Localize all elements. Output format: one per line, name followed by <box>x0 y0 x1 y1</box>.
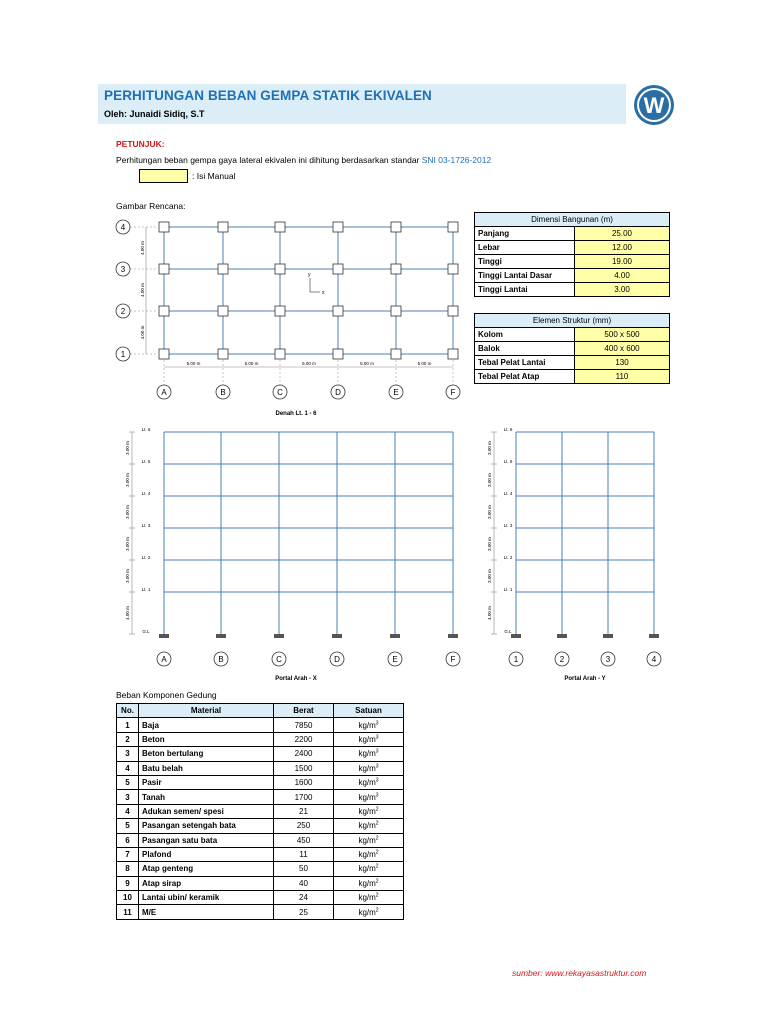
cell-material: Lantai ubin/ keramik <box>139 891 274 905</box>
col-header-berat: Berat <box>274 704 334 718</box>
table-row <box>117 847 404 861</box>
hint-text <box>116 155 491 165</box>
unit-exponent: 3 <box>375 719 379 726</box>
cell-material: Atap genteng <box>139 862 274 876</box>
level-label: Lt. 6 <box>503 427 513 432</box>
column-square <box>448 306 458 316</box>
cell-satuan <box>334 747 404 761</box>
col-spacing-label: 5.00 m <box>302 361 316 366</box>
element-table-header: Elemen Struktur (mm) <box>475 314 670 328</box>
unit-text: kg/m <box>358 778 376 788</box>
unit-exponent: 3 <box>375 748 379 755</box>
level-label: Lt. 1 <box>503 587 513 592</box>
grid-label-col: E <box>393 388 399 397</box>
dim-label: Tinggi Lantai Dasar <box>475 269 575 283</box>
cell-no: 11 <box>117 905 139 919</box>
column-square <box>448 349 458 359</box>
table-row <box>117 732 404 746</box>
grid-label-col: 4 <box>651 655 657 664</box>
cell-material: Tanah <box>139 790 274 804</box>
column-square <box>333 264 343 274</box>
column-square <box>218 349 228 359</box>
cell-berat: 25 <box>274 905 334 919</box>
grid-label-col: A <box>161 388 167 397</box>
level-label: Lt. 1 <box>141 587 151 592</box>
cell-no: 8 <box>117 862 139 876</box>
story-height-label: 4.00 m <box>487 606 492 620</box>
table-row <box>117 833 404 847</box>
level-label: Lt. 2 <box>503 555 513 560</box>
plan-caption: Denah Lt. 1 - 6 <box>275 411 317 417</box>
col-spacing-label: 5.00 m <box>360 361 374 366</box>
wordpress-icon <box>632 84 676 126</box>
support-base <box>649 634 659 638</box>
cell-no: 4 <box>117 804 139 818</box>
cell-material: Pasangan setengah bata <box>139 819 274 833</box>
dim-value-input[interactable]: 19.00 <box>575 255 670 269</box>
cell-no: 4 <box>117 761 139 775</box>
table-row <box>117 747 404 761</box>
grid-label-col: D <box>334 655 340 664</box>
dimension-table-header: Dimensi Bangunan (m) <box>475 213 670 227</box>
dim-value-input[interactable]: 4.00 <box>575 269 670 283</box>
grid-label-col: C <box>277 388 283 397</box>
grid-label-col: B <box>220 388 226 397</box>
col-spacing-label: 5.00 m <box>244 361 259 366</box>
unit-exponent: 2 <box>375 863 379 870</box>
col-spacing-label: 5.00 m <box>186 361 201 366</box>
cell-satuan <box>334 775 404 789</box>
column-square <box>159 264 169 274</box>
column-square <box>391 306 401 316</box>
source-credit: sumber: www.rekayasastruktur.com <box>512 968 647 978</box>
portal-y-drawing <box>474 422 684 686</box>
unit-text: kg/m <box>358 878 376 888</box>
story-height-label: 3.00 m <box>487 569 492 583</box>
cell-no: 6 <box>117 833 139 847</box>
column-square <box>391 264 401 274</box>
table-row <box>117 718 404 732</box>
table-row <box>117 804 404 818</box>
level-label: Lt. 2 <box>141 555 151 560</box>
grid-label-col: E <box>392 655 398 664</box>
level-label: Lt. 5 <box>141 459 151 464</box>
manual-input-legend-swatch <box>139 169 188 183</box>
support-base <box>216 634 226 638</box>
elem-label: Kolom <box>475 328 575 342</box>
grid-label-col: B <box>218 655 224 664</box>
column-square <box>333 306 343 316</box>
grid-label-row: 4 <box>120 223 126 232</box>
level-label: Lt. 3 <box>503 523 513 528</box>
column-square <box>218 306 228 316</box>
cell-satuan <box>334 891 404 905</box>
dim-value-input[interactable]: 12.00 <box>575 241 670 255</box>
story-height-label: 3.00 m <box>487 473 492 487</box>
table-row <box>117 876 404 890</box>
table-row <box>117 905 404 919</box>
column-square <box>391 222 401 232</box>
cell-satuan <box>334 804 404 818</box>
unit-exponent: 2 <box>375 878 379 885</box>
table-row <box>117 775 404 789</box>
cell-satuan <box>334 790 404 804</box>
column-square <box>275 264 285 274</box>
col-header-material: Material <box>139 704 274 718</box>
column-square <box>159 222 169 232</box>
support-base <box>390 634 400 638</box>
cell-berat: 1600 <box>274 775 334 789</box>
grid-label-col: F <box>450 388 456 397</box>
support-base <box>159 634 169 638</box>
element-table <box>474 313 670 384</box>
dim-label: Tinggi <box>475 255 575 269</box>
cell-satuan <box>334 761 404 775</box>
grid-label-col: D <box>335 388 341 397</box>
table-row <box>117 862 404 876</box>
unit-exponent: 2 <box>375 806 379 813</box>
unit-exponent: 2 <box>375 835 379 842</box>
cell-berat: 1700 <box>274 790 334 804</box>
level-label: G.L <box>504 629 512 634</box>
cell-material: Pasir <box>139 775 274 789</box>
cell-material: Atap sirap <box>139 876 274 890</box>
grid-label-col: C <box>276 655 282 664</box>
column-square <box>333 222 343 232</box>
cell-no: 3 <box>117 747 139 761</box>
col-spacing-label: 5.00 m <box>417 361 432 366</box>
column-square <box>275 349 285 359</box>
unit-exponent: 3 <box>375 763 379 770</box>
plan-title: Gambar Rencana: <box>116 201 186 211</box>
cell-satuan <box>334 847 404 861</box>
portal-x-caption: Portal Arah - X <box>275 676 317 682</box>
level-label: Lt. 4 <box>141 491 151 496</box>
column-square <box>448 222 458 232</box>
cell-no: 9 <box>117 876 139 890</box>
unit-text: kg/m <box>358 893 376 903</box>
elem-value-input[interactable]: 500 x 500 <box>575 328 670 342</box>
column-square <box>391 349 401 359</box>
column-square <box>159 306 169 316</box>
column-square <box>218 264 228 274</box>
unit-exponent: 3 <box>375 791 379 798</box>
elem-value-input[interactable]: 110 <box>575 370 670 384</box>
support-base <box>448 634 458 638</box>
elem-value-input[interactable]: 400 x 600 <box>575 342 670 356</box>
cell-satuan <box>334 718 404 732</box>
column-square <box>275 222 285 232</box>
cell-berat: 450 <box>274 833 334 847</box>
story-height-label: 3.00 m <box>487 537 492 551</box>
unit-text: kg/m <box>358 806 376 816</box>
materials-title: Beban Komponen Gedung <box>116 690 217 700</box>
cell-satuan <box>334 862 404 876</box>
cell-material: Baja <box>139 718 274 732</box>
row-spacing-label: 4.00 m <box>140 325 145 340</box>
unit-exponent: 3 <box>375 734 379 741</box>
unit-text: kg/m <box>358 763 376 773</box>
elem-label: Balok <box>475 342 575 356</box>
story-height-label: 3.00 m <box>125 505 130 519</box>
level-label: Lt. 3 <box>141 523 151 528</box>
table-row <box>117 819 404 833</box>
column-square <box>333 349 343 359</box>
cell-berat: 24 <box>274 891 334 905</box>
table-row <box>117 891 404 905</box>
col-header-satuan: Satuan <box>334 704 404 718</box>
grid-label-col: F <box>450 655 456 664</box>
elem-label: Tebal Pelat Atap <box>475 370 575 384</box>
support-base <box>511 634 521 638</box>
column-square <box>218 222 228 232</box>
cell-berat: 40 <box>274 876 334 890</box>
story-height-label: 3.00 m <box>125 537 130 551</box>
svg-text:W: W <box>643 93 665 118</box>
cell-berat: 250 <box>274 819 334 833</box>
unit-text: kg/m <box>358 864 376 874</box>
unit-text: kg/m <box>358 792 376 802</box>
grid-label-col: A <box>161 655 167 664</box>
cell-no: 1 <box>117 718 139 732</box>
cell-no: 3 <box>117 790 139 804</box>
cell-no: 7 <box>117 847 139 861</box>
level-label: Lt. 5 <box>503 459 513 464</box>
dim-value-input[interactable]: 25.00 <box>575 227 670 241</box>
row-spacing-label: 4.00 m <box>140 241 145 255</box>
cell-satuan <box>334 905 404 919</box>
portal-x-drawing <box>108 422 474 686</box>
grid-label-row: 2 <box>120 307 126 316</box>
level-label: G.L <box>142 629 150 634</box>
level-label: Lt. 6 <box>141 427 151 432</box>
support-base <box>603 634 613 638</box>
unit-text: kg/m <box>358 907 376 917</box>
floor-plan-drawing <box>108 212 474 422</box>
standard-link: SNI 03-1726-2012 <box>421 155 492 165</box>
col-header-no: No. <box>117 704 139 718</box>
cell-berat: 50 <box>274 862 334 876</box>
cell-material: Pasangan satu bata <box>139 833 274 847</box>
hint-description: Perhitungan beban gempa gaya lateral ekivalen ini dihitung berdasarkan standar <box>116 155 422 165</box>
cell-satuan <box>334 876 404 890</box>
cell-berat: 1500 <box>274 761 334 775</box>
dim-label: Panjang <box>475 227 575 241</box>
cell-satuan <box>334 819 404 833</box>
story-height-label: 4.00 m <box>125 606 130 620</box>
dim-label: Lebar <box>475 241 575 255</box>
column-square <box>448 264 458 274</box>
cell-material: Adukan semen/ spesi <box>139 804 274 818</box>
unit-text: kg/m <box>358 850 376 860</box>
page-title: PERHITUNGAN BEBAN GEMPA STATIK EKIVALEN <box>104 88 432 103</box>
cell-material: Plafond <box>139 847 274 861</box>
support-base <box>274 634 284 638</box>
cell-no: 10 <box>117 891 139 905</box>
unit-exponent: 2 <box>375 820 379 827</box>
axis-label-y: y <box>308 272 311 278</box>
unit-text: kg/m <box>358 720 376 730</box>
unit-text: kg/m <box>358 821 376 831</box>
column-square <box>159 349 169 359</box>
cell-berat: 21 <box>274 804 334 818</box>
unit-text: kg/m <box>358 734 376 744</box>
hint-label: PETUNJUK: <box>116 139 165 149</box>
axis-label-x: x <box>322 290 325 296</box>
cell-satuan <box>334 732 404 746</box>
unit-exponent: 2 <box>375 849 379 856</box>
dim-value-input[interactable]: 3.00 <box>575 283 670 297</box>
author: Oleh: Junaidi Sidiq, S.T <box>104 109 205 119</box>
story-height-label: 3.00 m <box>125 441 130 455</box>
column-square <box>275 306 285 316</box>
unit-exponent: 2 <box>375 892 379 899</box>
cell-berat: 11 <box>274 847 334 861</box>
cell-berat: 2400 <box>274 747 334 761</box>
support-base <box>557 634 567 638</box>
grid-label-col: 1 <box>513 655 519 664</box>
unit-exponent: 3 <box>375 777 379 784</box>
level-label: Lt. 4 <box>503 491 513 496</box>
portal-y-caption: Portal Arah - Y <box>564 676 606 682</box>
unit-exponent: 2 <box>375 907 379 913</box>
cell-satuan <box>334 833 404 847</box>
elem-value-input[interactable]: 130 <box>575 356 670 370</box>
story-height-label: 3.00 m <box>125 473 130 487</box>
story-height-label: 3.00 m <box>487 505 492 519</box>
table-row <box>117 761 404 775</box>
dim-label: Tinggi Lantai <box>475 283 575 297</box>
grid-label-col: 2 <box>559 655 565 664</box>
cell-material: Beton <box>139 732 274 746</box>
elem-label: Tebal Pelat Lantai <box>475 356 575 370</box>
manual-input-legend-text: : Isi Manual <box>192 171 236 181</box>
dimension-table <box>474 212 670 297</box>
table-row <box>117 790 404 804</box>
cell-berat: 7850 <box>274 718 334 732</box>
unit-text: kg/m <box>358 835 376 845</box>
cell-material: Beton bertulang <box>139 747 274 761</box>
cell-no: 5 <box>117 819 139 833</box>
cell-no: 2 <box>117 732 139 746</box>
cell-no: 5 <box>117 775 139 789</box>
unit-text: kg/m <box>358 749 376 759</box>
support-base <box>332 634 342 638</box>
grid-label-row: 1 <box>120 350 126 359</box>
materials-table <box>116 703 404 920</box>
story-height-label: 3.00 m <box>125 569 130 583</box>
grid-label-col: 3 <box>605 655 611 664</box>
cell-berat: 2200 <box>274 732 334 746</box>
row-spacing-label: 4.00 m <box>140 283 145 297</box>
story-height-label: 3.00 m <box>487 441 492 455</box>
cell-material: M/E <box>139 905 274 919</box>
grid-label-row: 3 <box>120 265 126 274</box>
cell-material: Batu belah <box>139 761 274 775</box>
